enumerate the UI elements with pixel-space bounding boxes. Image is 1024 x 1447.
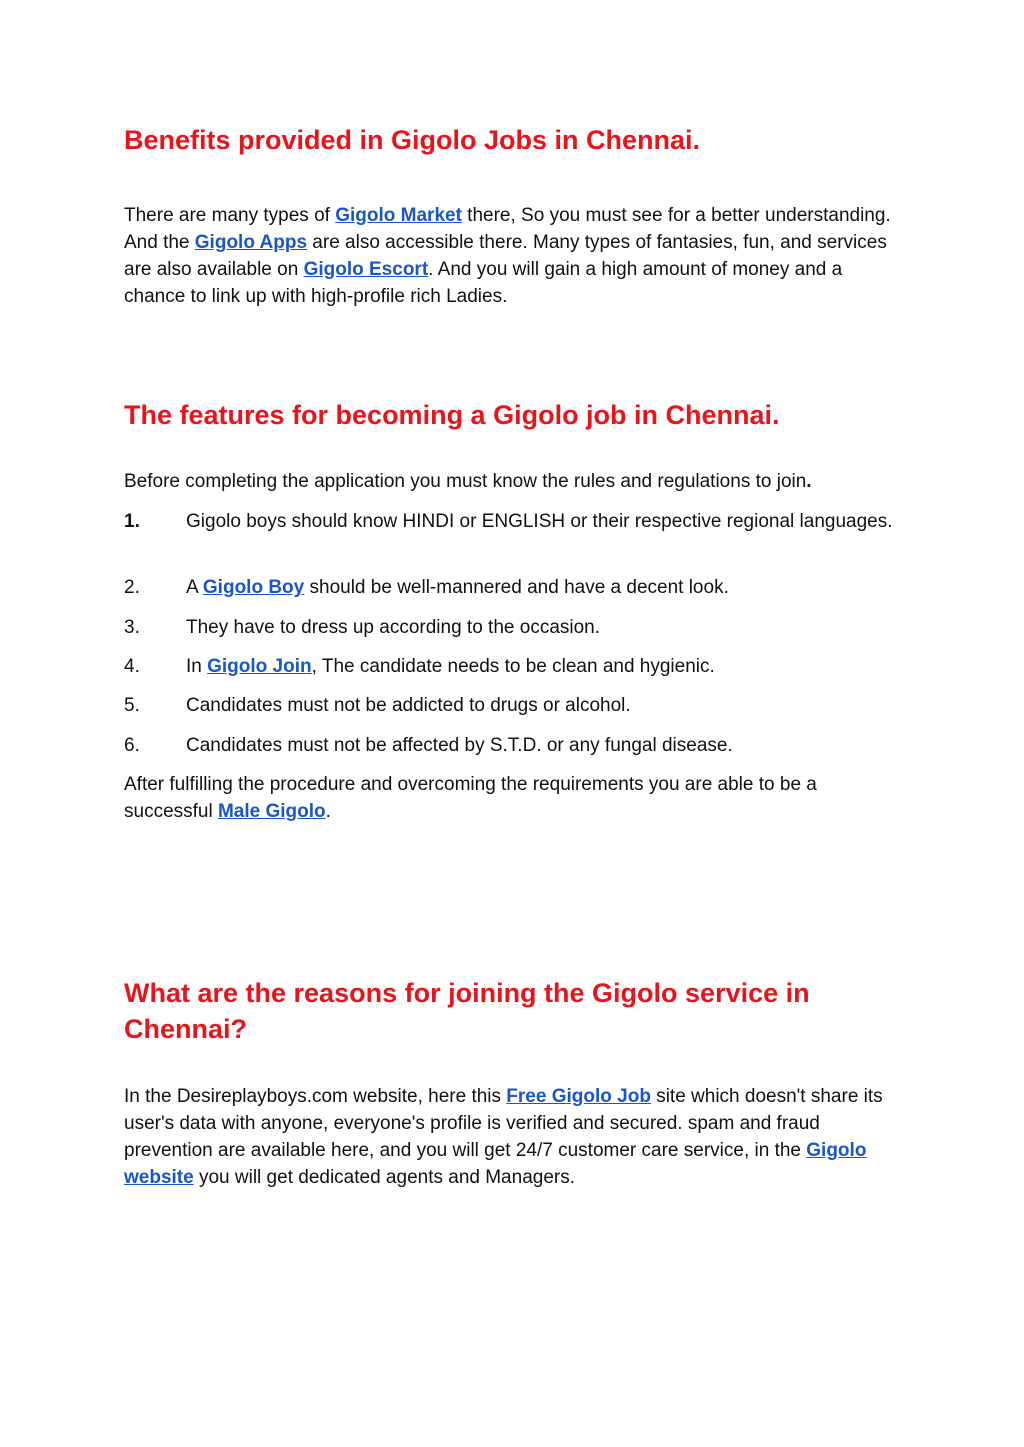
list-item-number: 2. (124, 577, 140, 598)
text-span: A (186, 577, 203, 598)
list-item (124, 692, 904, 719)
section3-paragraph (124, 1083, 904, 1191)
list-item (124, 614, 904, 641)
section2-heading: The features for becoming a Gigolo job in Chennai. (124, 400, 780, 430)
gigolo-market-link[interactable]: Gigolo Market (335, 205, 462, 226)
section1-heading: Benefits provided in Gigolo Jobs in Chennai. (124, 125, 701, 155)
text-span: . And you will gain a high amount of money and a chance to link up with high-profile rich Ladies. (124, 259, 843, 307)
text-span: should be well-mannered and have a decent look. (304, 577, 729, 598)
list-item (124, 732, 904, 759)
gigolo-boy-link[interactable]: Gigolo Boy (202, 577, 305, 598)
text-span: site which doesn't share its user's data with anyone, everyone's profile is verified and secured. spam and fraud prevention are available here, and you will get 24/7 customer care service, in the (124, 1086, 883, 1161)
list-item-text: They have to dress up according to the occasion. (186, 617, 601, 638)
section2-outro (124, 771, 904, 825)
list-item-text: Candidates must not be affected by S.T.D. or any fungal disease. (186, 735, 733, 756)
text-span: In (186, 656, 208, 677)
text-span: . (325, 801, 331, 822)
list-item-text: Gigolo boys should know HINDI or ENGLISH or their respective regional languages. (186, 511, 893, 532)
list-item (124, 574, 904, 601)
intro-period: . (806, 471, 812, 492)
text-span: , The candidate needs to be clean and hygienic. (311, 656, 715, 677)
gigolo-website-link[interactable]: Gigolo website (124, 1140, 867, 1188)
list-item-number: 1. (124, 511, 140, 532)
text-span: In the Desireplayboys.com website, here this (124, 1086, 507, 1107)
section3-heading: What are the reasons for joining the Gigolo service in Chennai? (124, 978, 810, 1044)
section1-paragraph (124, 202, 904, 310)
text-span: There are many types of (124, 205, 336, 226)
gigolo-escort-link[interactable]: Gigolo Escort (303, 259, 429, 280)
list-item (124, 653, 904, 680)
text-span: there, So you must see for a better understanding. And the (124, 205, 891, 253)
list-item-number: 5. (124, 695, 140, 716)
list-item-number: 6. (124, 735, 140, 756)
list-item-text: Candidates must not be addicted to drugs or alcohol. (186, 695, 631, 716)
free-gigolo-job-link[interactable]: Free Gigolo Job (506, 1086, 651, 1107)
list-item (124, 508, 904, 535)
gigolo-apps-link[interactable]: Gigolo Apps (194, 232, 308, 253)
gigolo-join-link[interactable]: Gigolo Join (207, 656, 312, 677)
male-gigolo-link[interactable]: Male Gigolo (217, 801, 326, 822)
text-span: After fulfilling the procedure and overcoming the requirements you are able to be a successful (124, 774, 817, 822)
list-item-number: 3. (124, 617, 140, 638)
text-span: you will get dedicated agents and Managers. (193, 1167, 576, 1188)
section2-intro (124, 468, 904, 495)
text-span: Before completing the application you must know the rules and regulations to join (124, 471, 807, 492)
list-item-number: 4. (124, 656, 140, 677)
text-span: are also accessible there. Many types of fantasies, fun, and services are also available on (124, 232, 887, 280)
